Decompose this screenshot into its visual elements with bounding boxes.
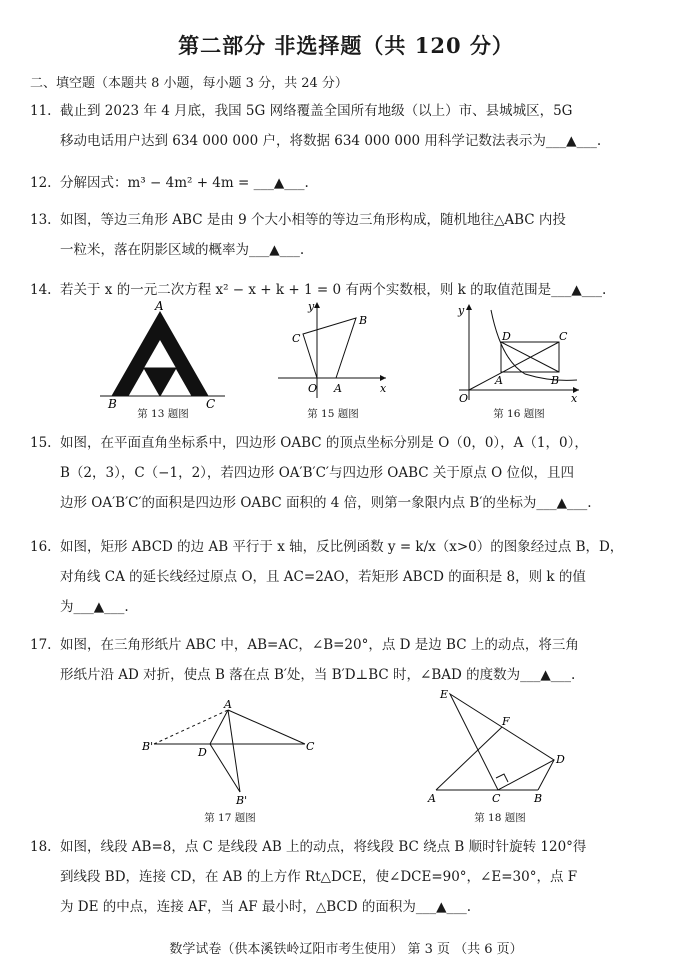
figure-17 xyxy=(140,700,320,812)
question-text: 到线段 BD，连接 CD，在 AB 的上方作 Rt△DCE，使∠DCE=90°，∠E=30°，点 F xyxy=(60,869,578,885)
question-text: 形纸片沿 AD 对折，使点 B 落在点 B′处，当 B′D⊥BC 时，∠BAD 的度数为___▲___. xyxy=(60,667,576,683)
question-text: 边形 OA′B′C′的面积是四边形 OABC 面积的 4 倍，则第一象限内点 B′的坐标为___▲___. xyxy=(60,495,592,511)
fig16-label-o: O xyxy=(459,392,469,404)
question-number: 17. xyxy=(30,637,52,653)
fig16-label-b: B xyxy=(551,374,560,387)
question-15 xyxy=(30,428,670,518)
question-text: 移动电话用户达到 634 000 000 户，将数据 634 000 000 用科学记数法表示为___▲___. xyxy=(60,133,602,149)
fig17-label-b: B' xyxy=(142,740,154,753)
question-text: 如图，矩形 ABCD 的边 AB 平行于 x 轴，反比例函数 y = k/x（x>0）的图象经过点 B，D， xyxy=(60,539,624,555)
fig15-label-c: C xyxy=(292,332,301,345)
fig18-label-a: A xyxy=(428,792,436,805)
fig17-label-b-prime: B' xyxy=(236,794,248,807)
question-text: 为 DE 的中点，连接 AF，当 AF 最小时，△BCD 的面积为___▲___. xyxy=(60,899,472,915)
question-number: 18. xyxy=(30,839,52,855)
question-number: 16. xyxy=(30,539,52,555)
question-text: 一粒米，落在阴影区域的概率为___▲___. xyxy=(60,242,305,258)
fig18-label-e: E xyxy=(440,688,449,701)
caption-17: 第 17 题图 xyxy=(204,812,256,824)
question-number: 15. xyxy=(30,435,52,451)
fig15-label-y: y xyxy=(308,300,315,313)
question-text: B（2，3），C（−1，2），若四边形 OA′B′C′与四边形 OABC 关于原点 O 位似，且四 xyxy=(60,465,575,481)
caption-15: 第 15 题图 xyxy=(307,408,359,420)
fig17-label-a: A xyxy=(224,700,232,711)
question-text: 如图，等边三角形 ABC 是由 9 个大小相等的等边三角形构成，随机地往△ABC 内投 xyxy=(60,212,566,228)
figure-16 xyxy=(455,300,585,404)
fig15-label-x: x xyxy=(380,382,387,395)
caption-18: 第 18 题图 xyxy=(474,812,526,824)
fig18-label-d: D xyxy=(556,753,565,766)
fig15-label-a: A xyxy=(334,382,342,395)
question-13 xyxy=(30,205,670,265)
question-number: 12. xyxy=(30,175,52,191)
question-text: 如图，线段 AB=8，点 C 是线段 AB 上的动点，将线段 BC 绕点 B 顺时针旋转 120°得 xyxy=(60,839,587,855)
fig17-label-c: C xyxy=(306,740,315,753)
fig16-label-d: D xyxy=(502,330,511,343)
question-number: 11. xyxy=(30,103,52,119)
caption-13: 第 13 题图 xyxy=(137,408,189,420)
fig13-label-b: B xyxy=(108,397,117,410)
page-title: 第二部分 非选择题（共 120 分） xyxy=(178,33,514,58)
question-17 xyxy=(30,630,670,690)
fig16-label-a: A xyxy=(495,374,503,387)
figure-18 xyxy=(418,688,578,808)
section-heading: 二、填空题（本题共 8 小题，每小题 3 分，共 24 分） xyxy=(30,76,348,91)
caption-16: 第 16 题图 xyxy=(493,408,545,420)
fig16-label-x: x xyxy=(571,392,578,404)
question-number: 14. xyxy=(30,282,52,298)
fig13-label-a: A xyxy=(155,300,164,313)
question-18 xyxy=(30,832,670,922)
question-12 xyxy=(30,168,670,198)
question-16 xyxy=(30,532,670,622)
question-text: 截止到 2023 年 4 月底，我国 5G 网络覆盖全国所有地级（以上）市、县城城区，5G xyxy=(60,103,573,119)
fig13-label-c: C xyxy=(206,397,216,410)
question-text: 为___▲___. xyxy=(60,599,129,615)
fig18-label-f: F xyxy=(502,715,510,728)
figure-13 xyxy=(100,300,230,410)
page-footer: 数学试卷（供本溪铁岭辽阳市考生使用） 第 3 页 （共 6 页） xyxy=(169,942,523,957)
fig16-label-c: C xyxy=(559,330,568,343)
fig18-label-b: B xyxy=(534,792,543,805)
question-text: 若关于 x 的一元二次方程 x² − x + k + 1 = 0 有两个实数根，则 k 的取值范围是___▲___. xyxy=(60,282,607,298)
question-text: 分解因式：m³ − 4m² + 4m = ___▲___. xyxy=(60,175,309,191)
fig15-label-b: B xyxy=(359,314,368,327)
fig18-label-c: C xyxy=(492,792,501,805)
fig17-label-d: D xyxy=(198,746,207,759)
question-text: 如图，在平面直角坐标系中，四边形 OABC 的顶点坐标分别是 O（0，0），A（1，0）， xyxy=(60,435,588,451)
fig16-label-y: y xyxy=(458,304,465,317)
question-text: 对角线 CA 的延长线经过原点 O，且 AC=2AO，若矩形 ABCD 的面积是 8，则 k 的值 xyxy=(60,569,586,585)
question-number: 13. xyxy=(30,212,52,228)
question-11 xyxy=(30,96,670,156)
fig15-label-o: O xyxy=(308,382,318,395)
figure-15 xyxy=(272,298,392,402)
question-text: 如图，在三角形纸片 ABC 中，AB=AC，∠B=20°，点 D 是边 BC 上的动点，将三角 xyxy=(60,637,579,653)
